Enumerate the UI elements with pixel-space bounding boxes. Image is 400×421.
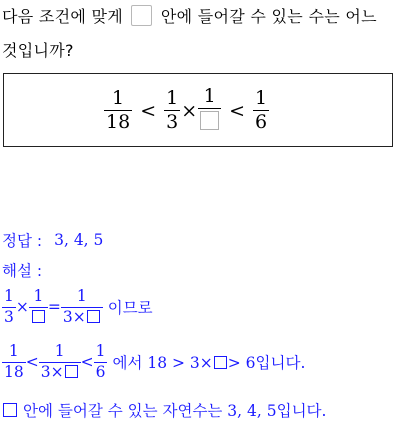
fraction: [2, 344, 26, 380]
fraction: [39, 344, 81, 380]
fraction-numerator: 1: [33, 287, 44, 305]
explanation-label: [2, 259, 42, 281]
explanation-line-3: [2, 399, 326, 421]
fraction-denominator: 3: [166, 111, 179, 133]
question-line-1: [2, 4, 377, 27]
fraction-numerator: 1: [8, 342, 19, 360]
explanation-line-2: [2, 344, 305, 380]
fraction: [2, 289, 16, 325]
answer-line: [2, 229, 103, 251]
answer-value: 3, 4, 5: [54, 231, 104, 249]
fraction-denominator: 6: [255, 111, 268, 133]
blank-square-icon: [32, 310, 45, 323]
blank-square-icon: [65, 365, 78, 378]
times-sign: ×: [181, 99, 198, 122]
explanation-tail-text: > 6입니다.: [227, 354, 306, 372]
condition-box: [3, 73, 393, 147]
equals-sign: =: [47, 298, 61, 316]
fraction-bar: [29, 307, 48, 308]
denominator-prefix: 3×: [62, 307, 86, 326]
fraction-numerator: 1: [76, 287, 87, 305]
fraction: [61, 289, 103, 325]
less-than-sign: <: [229, 99, 246, 122]
condition-inequality: [104, 87, 269, 134]
fraction-denominator-blank: [29, 310, 48, 326]
answer-label: 정답 :: [2, 232, 43, 250]
times-sign: ×: [15, 298, 29, 316]
explanation-line-1: [2, 289, 153, 325]
blank-square-icon: [87, 310, 100, 323]
less-than-sign: <: [80, 353, 94, 371]
fraction-numerator: 1: [166, 87, 179, 109]
blank-square-icon: [214, 356, 227, 369]
less-than-sign: <: [25, 353, 39, 371]
fraction: [29, 289, 48, 325]
fraction-numerator: 1: [203, 85, 216, 107]
question-text-part1: 다음 조건에 맞게: [2, 7, 124, 26]
fraction-bar: [198, 108, 221, 109]
fraction-numerator: 1: [255, 87, 268, 109]
denominator-prefix: 3×: [40, 362, 64, 381]
explanation-label-text: 해설 :: [2, 262, 43, 280]
fraction-denominator: 6: [95, 362, 106, 381]
fraction-denominator: 18: [4, 362, 24, 381]
fraction-numerator: 1: [4, 287, 14, 305]
fraction-numerator: 1: [95, 342, 106, 360]
less-than-sign: <: [140, 99, 157, 122]
question-text-line2: 것입니까?: [2, 41, 74, 60]
blank-square-icon: [131, 5, 152, 26]
fraction-denominator-blank: [198, 111, 221, 134]
fraction-mid-a: [164, 89, 180, 132]
explanation-suffix: 이므로: [107, 299, 153, 317]
question-text-part2: 안에 들어갈 수 있는 수는 어느: [160, 7, 377, 26]
fraction-denominator: 18: [106, 111, 131, 133]
fraction-denominator: 3: [4, 307, 14, 326]
fraction-denominator: [39, 362, 81, 381]
blank-square-icon: [200, 111, 219, 130]
fraction-left: [104, 89, 132, 132]
fraction-numerator: 1: [112, 87, 125, 109]
question-line-2: [2, 38, 74, 61]
fraction-right: [253, 89, 269, 132]
fraction-mid-b: [198, 87, 221, 134]
fraction-numerator: 1: [54, 342, 65, 360]
fraction-denominator: [61, 307, 103, 326]
explanation-conclusion: 안에 들어갈 수 있는 자연수는 3, 4, 5입니다.: [23, 402, 327, 420]
blank-square-icon: [3, 403, 17, 417]
fraction: [94, 344, 108, 380]
explanation-mid-text: 에서 18 > 3×: [112, 354, 213, 372]
